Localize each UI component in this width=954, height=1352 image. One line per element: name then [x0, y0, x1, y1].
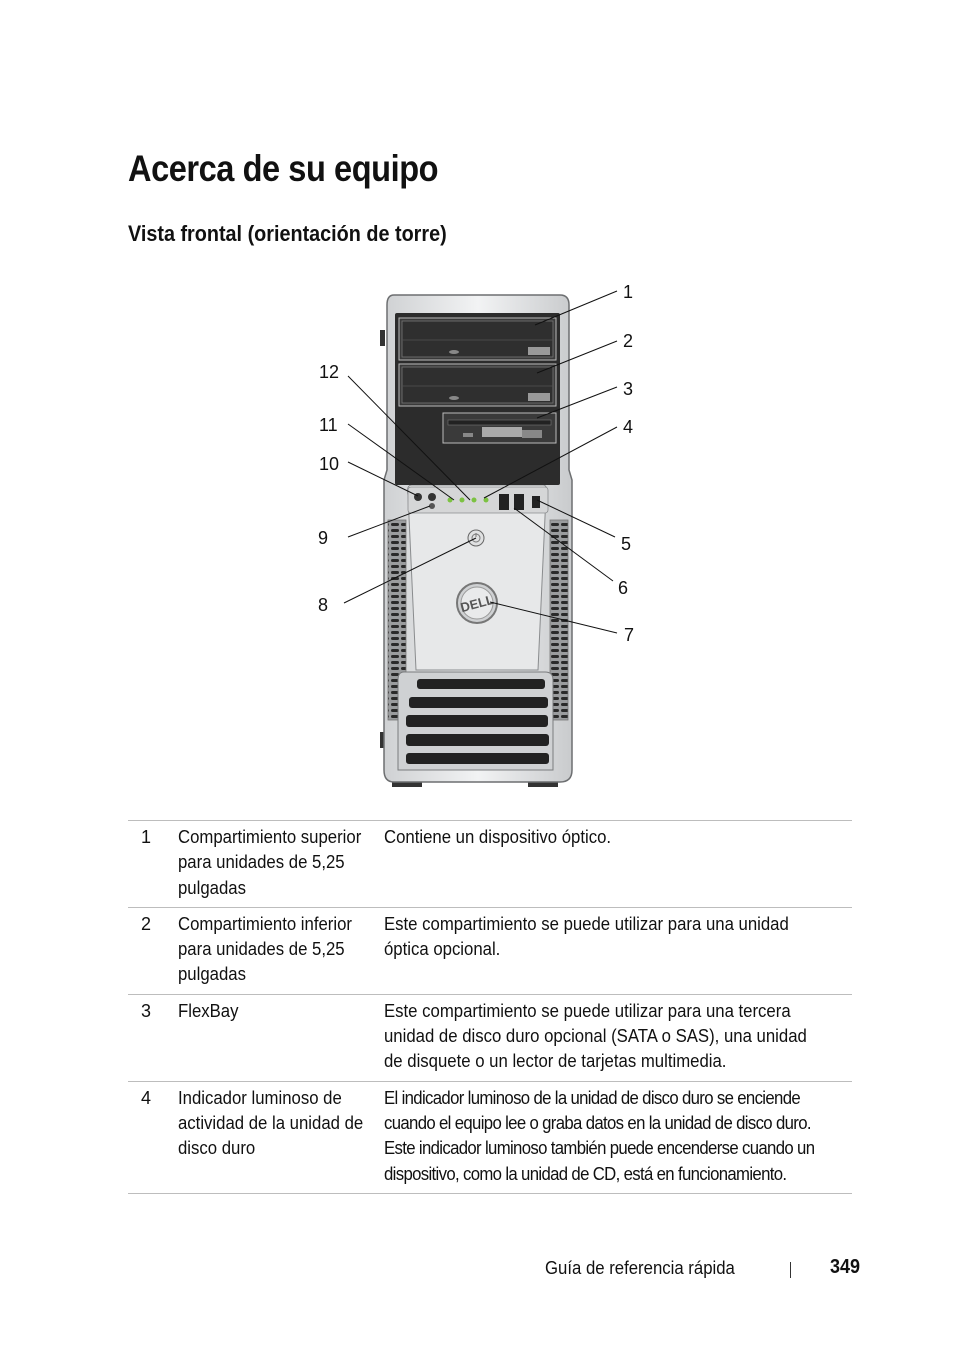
row-component-name: Compartimiento superior para unidades de 5,25 pulgadas: [178, 827, 362, 898]
upper-optical-drive: [399, 318, 556, 360]
table-row: [128, 995, 852, 1082]
page-footer: [0, 1256, 954, 1286]
callout-number: 9: [318, 528, 329, 548]
footer-label: Guía de referencia rápida: [545, 1258, 735, 1278]
callout-number: 4: [623, 417, 634, 437]
dell-logo-text: DELL: [458, 591, 496, 616]
computer-front-view-figure: [300, 275, 660, 795]
row-description: Este compartimiento se puede utilizar para una unidad óptica opcional.: [384, 913, 789, 960]
row-number: 4: [141, 1087, 152, 1108]
footer-divider: [790, 1262, 791, 1278]
table-row: [128, 1082, 852, 1194]
callout-number: 8: [318, 595, 329, 615]
callout-number: 2: [623, 331, 634, 351]
callout-number: 12: [319, 362, 340, 382]
legend-table: [128, 820, 852, 1194]
callout-number: 11: [319, 415, 338, 435]
row-description: Este compartimiento se puede utilizar para una tercera unidad de disco duro opcional (SATA o SAS), una unidad de disquete o un lector de tarjetas multimedia.: [384, 1000, 807, 1072]
row-description: El indicador luminoso de la unidad de disco duro se enciende cuando el equipo lee o graba datos en la unidad de disco duro. Este indicador luminoso también puede encenderse cuando un dispositivo, como la unidad de CD, está en funcionamiento.: [384, 1087, 815, 1184]
dell-logo: [457, 583, 497, 623]
page-title: Acerca de su equipo: [128, 148, 439, 189]
callout-number: 10: [319, 454, 340, 474]
callout-number: 3: [623, 379, 634, 399]
table-row: [128, 821, 852, 908]
row-number: 2: [141, 913, 152, 934]
lower-optical-drive: [399, 364, 556, 406]
section-title: Vista frontal (orientación de torre): [128, 221, 447, 246]
row-description: Contiene un dispositivo óptico.: [384, 827, 612, 847]
callout-number: 7: [624, 625, 635, 645]
callout-number: 5: [621, 534, 632, 554]
row-component-name: Compartimiento inferior para unidades de 5,25 pulgadas: [178, 913, 352, 985]
callout-number: 1: [623, 282, 634, 302]
row-component-name: FlexBay: [178, 1000, 239, 1021]
table-row: [128, 908, 852, 995]
callout-number: 6: [618, 578, 629, 598]
page-number: 349: [830, 1256, 861, 1278]
row-number: 1: [141, 827, 152, 847]
row-component-name: Indicador luminoso de actividad de la unidad de disco duro: [178, 1087, 364, 1159]
row-number: 3: [141, 1000, 152, 1021]
